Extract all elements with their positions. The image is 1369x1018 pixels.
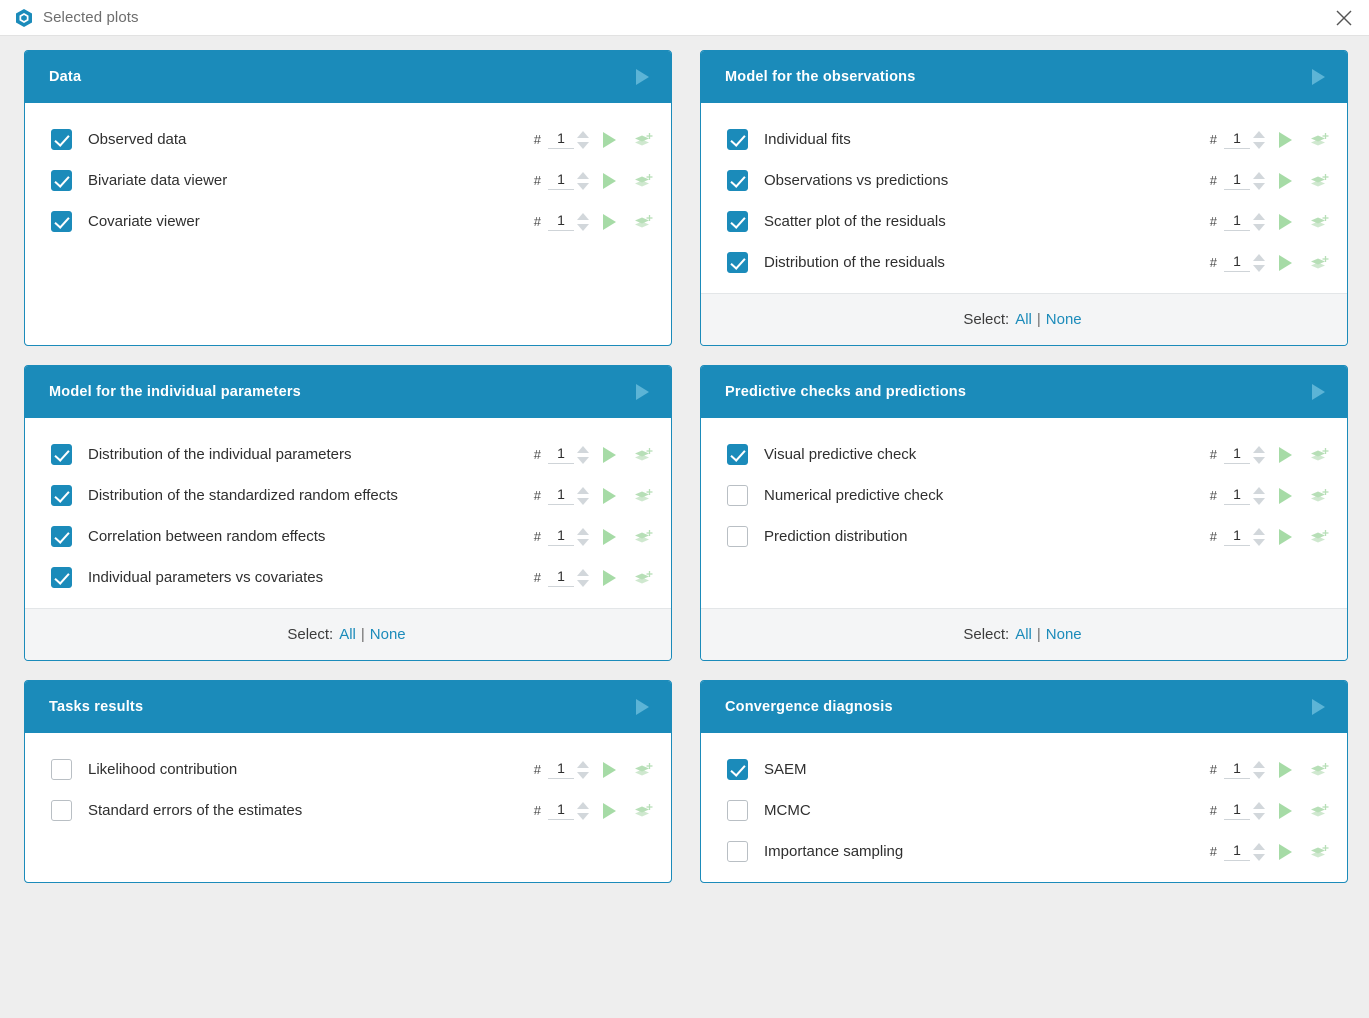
- row-controls: [534, 212, 653, 231]
- plot-label: Distribution of the residuals: [764, 254, 945, 271]
- stepper-down-icon[interactable]: [577, 498, 589, 505]
- count-stepper[interactable]: [1253, 487, 1265, 505]
- panel-header: [701, 681, 1347, 733]
- checkbox-individual-fits[interactable]: [727, 129, 748, 150]
- stepper-down-icon[interactable]: [1253, 457, 1265, 464]
- plot-row: [51, 749, 653, 790]
- run-plot-play-icon[interactable]: [1279, 255, 1297, 271]
- hash-label: #: [1209, 529, 1217, 544]
- count-stepper[interactable]: [1253, 213, 1265, 231]
- checkbox-distribution-of-the-standardized-random-effects[interactable]: [51, 485, 72, 506]
- checkbox-importance-sampling[interactable]: [727, 841, 748, 862]
- layers-icon[interactable]: [633, 487, 653, 505]
- panels-area: [0, 36, 1369, 1018]
- panel-title: Model for the individual parameters: [49, 384, 301, 400]
- panel-predictive-checks-and-predictions: [700, 365, 1348, 661]
- stepper-up-icon[interactable]: [1253, 213, 1265, 220]
- panel-model-for-the-observations: [700, 50, 1348, 346]
- count-stepper[interactable]: [577, 446, 589, 464]
- plot-label: Individual fits: [764, 131, 851, 148]
- stepper-up-icon[interactable]: [1253, 254, 1265, 261]
- layers-icon[interactable]: [1309, 487, 1329, 505]
- checkbox-bivariate-data-viewer[interactable]: [51, 170, 72, 191]
- checkbox-standard-errors-of-the-estimates[interactable]: [51, 800, 72, 821]
- layers-icon[interactable]: [633, 528, 653, 546]
- layers-icon[interactable]: [1309, 172, 1329, 190]
- plot-row: [727, 201, 1329, 242]
- stepper-down-icon[interactable]: [1253, 539, 1265, 546]
- count-input[interactable]: 1: [548, 445, 574, 464]
- select-all-link[interactable]: All: [339, 626, 356, 643]
- stepper-up-icon[interactable]: [577, 172, 589, 179]
- stepper-up-icon[interactable]: [577, 802, 589, 809]
- panel-header: [25, 366, 671, 418]
- stepper-down-icon[interactable]: [577, 580, 589, 587]
- count-stepper[interactable]: [577, 487, 589, 505]
- stepper-up-icon[interactable]: [1253, 487, 1265, 494]
- stepper-up-icon[interactable]: [1253, 131, 1265, 138]
- run-plot-play-icon[interactable]: [603, 214, 621, 230]
- hash-label: #: [1209, 803, 1217, 818]
- count-input[interactable]: 1: [548, 486, 574, 505]
- checkbox-observed-data[interactable]: [51, 129, 72, 150]
- layers-icon[interactable]: [633, 446, 653, 464]
- plot-label: Observations vs predictions: [764, 172, 949, 189]
- stepper-up-icon[interactable]: [1253, 843, 1265, 850]
- stepper-down-icon[interactable]: [577, 183, 589, 190]
- stepper-down-icon[interactable]: [1253, 265, 1265, 272]
- panel-header: [25, 681, 671, 733]
- plot-label: Standard errors of the estimates: [88, 802, 303, 819]
- stepper-up-icon[interactable]: [577, 446, 589, 453]
- layers-icon[interactable]: [633, 131, 653, 149]
- layers-icon[interactable]: [1309, 843, 1329, 861]
- count-input[interactable]: 1: [548, 212, 574, 231]
- checkbox-mcmc[interactable]: [727, 800, 748, 821]
- plot-label: Likelihood contribution: [88, 761, 238, 778]
- layers-icon[interactable]: [1309, 131, 1329, 149]
- checkbox-scatter-plot-of-the-residuals[interactable]: [727, 211, 748, 232]
- hash-label: #: [1209, 255, 1217, 270]
- plot-row: [51, 119, 653, 160]
- run-plot-play-icon[interactable]: [1279, 173, 1297, 189]
- plot-row: [727, 434, 1329, 475]
- plot-row: [727, 119, 1329, 160]
- row-controls: [534, 801, 653, 820]
- row-controls: [534, 486, 653, 505]
- panel-header: [25, 51, 671, 103]
- checkbox-prediction-distribution[interactable]: [727, 526, 748, 547]
- checkbox-correlation-between-random-effects[interactable]: [51, 526, 72, 547]
- stepper-down-icon[interactable]: [577, 142, 589, 149]
- row-controls: [534, 445, 653, 464]
- plot-label: Individual parameters vs covariates: [88, 569, 324, 586]
- run-plot-play-icon[interactable]: [1279, 529, 1297, 545]
- plot-row: [727, 242, 1329, 283]
- panel-body: [25, 733, 671, 882]
- run-all-play-icon[interactable]: [631, 381, 653, 403]
- stepper-down-icon[interactable]: [1253, 498, 1265, 505]
- run-plot-play-icon[interactable]: [1279, 488, 1297, 504]
- count-input[interactable]: 1: [548, 527, 574, 546]
- layers-icon[interactable]: [633, 213, 653, 231]
- plot-row: [51, 434, 653, 475]
- layers-icon[interactable]: [633, 172, 653, 190]
- layers-icon[interactable]: [633, 569, 653, 587]
- plot-row: [727, 160, 1329, 201]
- panel-body: [701, 103, 1347, 293]
- stepper-up-icon[interactable]: [577, 528, 589, 535]
- panel-title: Predictive checks and predictions: [725, 384, 967, 400]
- stepper-down-icon[interactable]: [577, 457, 589, 464]
- count-stepper[interactable]: [1253, 446, 1265, 464]
- layers-icon[interactable]: [1309, 761, 1329, 779]
- checkbox-observations-vs-predictions[interactable]: [727, 170, 748, 191]
- plot-row: [51, 475, 653, 516]
- run-plot-play-icon[interactable]: [1279, 132, 1297, 148]
- panel-body: [701, 418, 1347, 608]
- plot-label: Correlation between random effects: [88, 528, 326, 545]
- count-input[interactable]: 1: [1224, 486, 1250, 505]
- layers-icon[interactable]: [633, 761, 653, 779]
- hash-label: #: [1209, 488, 1217, 503]
- hash-label: #: [533, 447, 541, 462]
- layers-icon[interactable]: [1309, 528, 1329, 546]
- count-input[interactable]: 1: [548, 171, 574, 190]
- run-plot-play-icon[interactable]: [1279, 762, 1297, 778]
- hash-label: #: [533, 570, 541, 585]
- plot-label: Observed data: [88, 131, 187, 148]
- count-stepper[interactable]: [1253, 802, 1265, 820]
- row-controls: [1210, 130, 1329, 149]
- layers-icon[interactable]: [1309, 213, 1329, 231]
- count-input[interactable]: 1: [548, 760, 574, 779]
- row-controls: [1210, 842, 1329, 861]
- count-input[interactable]: 1: [1224, 527, 1250, 546]
- panel-tasks-results: [24, 680, 672, 883]
- hexagon-logo-icon: [14, 8, 34, 28]
- run-plot-play-icon[interactable]: [1279, 803, 1297, 819]
- plot-label: Scatter plot of the residuals: [764, 213, 946, 230]
- plot-label: Covariate viewer: [88, 213, 200, 230]
- hash-label: #: [1209, 173, 1217, 188]
- panels-grid: [24, 50, 1345, 883]
- plot-label: Visual predictive check: [764, 446, 917, 463]
- run-all-play-icon[interactable]: [1307, 66, 1329, 88]
- stepper-down-icon[interactable]: [577, 224, 589, 231]
- row-controls: [1210, 486, 1329, 505]
- title-bar: [0, 0, 1369, 36]
- panel-title: Convergence diagnosis: [725, 699, 893, 715]
- row-controls: [534, 568, 653, 587]
- stepper-down-icon[interactable]: [577, 813, 589, 820]
- row-controls: [1210, 801, 1329, 820]
- layers-icon[interactable]: [633, 802, 653, 820]
- plot-row: [727, 475, 1329, 516]
- hash-label: #: [533, 529, 541, 544]
- select-all-link[interactable]: All: [1015, 311, 1032, 328]
- hash-label: #: [1209, 844, 1217, 859]
- checkbox-saem[interactable]: [727, 759, 748, 780]
- checkbox-covariate-viewer[interactable]: [51, 211, 72, 232]
- stepper-up-icon[interactable]: [577, 569, 589, 576]
- count-input[interactable]: 1: [1224, 801, 1250, 820]
- checkbox-likelihood-contribution[interactable]: [51, 759, 72, 780]
- run-all-play-icon[interactable]: [1307, 696, 1329, 718]
- hash-label: #: [533, 762, 541, 777]
- panel-body: [25, 103, 671, 345]
- checkbox-visual-predictive-check[interactable]: [727, 444, 748, 465]
- count-stepper[interactable]: [577, 569, 589, 587]
- row-controls: [534, 760, 653, 779]
- plot-row: [51, 201, 653, 242]
- run-plot-play-icon[interactable]: [603, 803, 621, 819]
- plot-label: Distribution of the individual parameters: [88, 446, 352, 463]
- run-plot-play-icon[interactable]: [603, 447, 621, 463]
- count-stepper[interactable]: [1253, 528, 1265, 546]
- hash-label: #: [1209, 132, 1217, 147]
- layers-icon[interactable]: [1309, 802, 1329, 820]
- panel-convergence-diagnosis: [700, 680, 1348, 883]
- stepper-up-icon[interactable]: [1253, 528, 1265, 535]
- hash-label: #: [533, 214, 541, 229]
- count-input[interactable]: 1: [1224, 253, 1250, 272]
- run-plot-play-icon[interactable]: [603, 173, 621, 189]
- select-separator: |: [1036, 626, 1041, 643]
- panel-title: Data: [49, 69, 82, 85]
- count-stepper[interactable]: [577, 213, 589, 231]
- select-label: Select:: [963, 626, 1010, 643]
- count-stepper[interactable]: [577, 528, 589, 546]
- row-controls: [1210, 527, 1329, 546]
- run-plot-play-icon[interactable]: [1279, 844, 1297, 860]
- stepper-up-icon[interactable]: [1253, 802, 1265, 809]
- stepper-up-icon[interactable]: [1253, 172, 1265, 179]
- plot-label: SAEM: [764, 761, 807, 778]
- row-controls: [1210, 445, 1329, 464]
- hash-label: #: [533, 173, 541, 188]
- stepper-up-icon[interactable]: [1253, 761, 1265, 768]
- panel-footer: [25, 608, 671, 660]
- layers-icon[interactable]: [1309, 254, 1329, 272]
- hash-label: #: [533, 803, 541, 818]
- row-controls: [1210, 253, 1329, 272]
- plot-label: Importance sampling: [764, 843, 904, 860]
- count-stepper[interactable]: [577, 761, 589, 779]
- panel-title: Tasks results: [49, 699, 144, 715]
- stepper-down-icon[interactable]: [1253, 854, 1265, 861]
- plot-row: [51, 790, 653, 831]
- run-all-play-icon[interactable]: [631, 66, 653, 88]
- run-plot-play-icon[interactable]: [1279, 447, 1297, 463]
- stepper-down-icon[interactable]: [1253, 813, 1265, 820]
- count-input[interactable]: 1: [1224, 760, 1250, 779]
- stepper-down-icon[interactable]: [577, 772, 589, 779]
- count-stepper[interactable]: [577, 131, 589, 149]
- select-none-link[interactable]: None: [1045, 626, 1082, 643]
- run-plot-play-icon[interactable]: [1279, 214, 1297, 230]
- plot-row: [51, 516, 653, 557]
- count-input[interactable]: 1: [1224, 212, 1250, 231]
- run-plot-play-icon[interactable]: [603, 762, 621, 778]
- panel-model-for-the-individual-parameters: [24, 365, 672, 661]
- count-input[interactable]: 1: [548, 568, 574, 587]
- checkbox-individual-parameters-vs-covariates[interactable]: [51, 567, 72, 588]
- select-separator: |: [1036, 311, 1041, 328]
- row-controls: [534, 130, 653, 149]
- row-controls: [1210, 212, 1329, 231]
- run-plot-play-icon[interactable]: [603, 488, 621, 504]
- close-icon[interactable]: [1331, 5, 1357, 31]
- plot-label: Numerical predictive check: [764, 487, 944, 504]
- count-stepper[interactable]: [577, 802, 589, 820]
- stepper-up-icon[interactable]: [577, 761, 589, 768]
- plot-row: [727, 831, 1329, 872]
- count-input[interactable]: 1: [1224, 171, 1250, 190]
- checkbox-numerical-predictive-check[interactable]: [727, 485, 748, 506]
- panel-data: [24, 50, 672, 346]
- run-all-play-icon[interactable]: [1307, 381, 1329, 403]
- select-label: Select:: [287, 626, 334, 643]
- panel-body: [701, 733, 1347, 882]
- count-stepper[interactable]: [1253, 761, 1265, 779]
- hash-label: #: [1209, 447, 1217, 462]
- count-stepper[interactable]: [1253, 254, 1265, 272]
- hash-label: #: [533, 488, 541, 503]
- count-input[interactable]: 1: [1224, 130, 1250, 149]
- select-none-link[interactable]: None: [1045, 311, 1082, 328]
- run-all-play-icon[interactable]: [631, 696, 653, 718]
- count-stepper[interactable]: [1253, 843, 1265, 861]
- row-controls: [1210, 760, 1329, 779]
- plot-row: [51, 557, 653, 598]
- run-plot-play-icon[interactable]: [603, 529, 621, 545]
- run-plot-play-icon[interactable]: [603, 570, 621, 586]
- count-input[interactable]: 1: [548, 130, 574, 149]
- plot-label: Distribution of the standardized random effects: [88, 487, 398, 504]
- run-plot-play-icon[interactable]: [603, 132, 621, 148]
- count-input[interactable]: 1: [1224, 445, 1250, 464]
- select-separator: |: [360, 626, 365, 643]
- panel-footer: [701, 608, 1347, 660]
- stepper-up-icon[interactable]: [577, 213, 589, 220]
- select-all-link[interactable]: All: [1015, 626, 1032, 643]
- stepper-up-icon[interactable]: [577, 131, 589, 138]
- stepper-down-icon[interactable]: [1253, 224, 1265, 231]
- plot-row: [51, 160, 653, 201]
- panel-header: [701, 366, 1347, 418]
- count-input[interactable]: 1: [1224, 842, 1250, 861]
- plot-row: [727, 790, 1329, 831]
- count-stepper[interactable]: [577, 172, 589, 190]
- stepper-up-icon[interactable]: [1253, 446, 1265, 453]
- panel-body: [25, 418, 671, 608]
- count-input[interactable]: 1: [548, 801, 574, 820]
- select-label: Select:: [963, 311, 1010, 328]
- panel-header: [701, 51, 1347, 103]
- panel-title: Model for the observations: [725, 69, 916, 85]
- plot-row: [727, 749, 1329, 790]
- hash-label: #: [1209, 762, 1217, 777]
- plot-label: MCMC: [764, 802, 811, 819]
- checkbox-distribution-of-the-individual-parameters[interactable]: [51, 444, 72, 465]
- stepper-down-icon[interactable]: [1253, 772, 1265, 779]
- plot-label: Prediction distribution: [764, 528, 908, 545]
- stepper-down-icon[interactable]: [1253, 142, 1265, 149]
- row-controls: [534, 527, 653, 546]
- count-stepper[interactable]: [1253, 131, 1265, 149]
- hash-label: #: [1209, 214, 1217, 229]
- layers-icon[interactable]: [1309, 446, 1329, 464]
- stepper-down-icon[interactable]: [1253, 183, 1265, 190]
- stepper-down-icon[interactable]: [577, 539, 589, 546]
- panel-footer: [701, 293, 1347, 345]
- select-none-link[interactable]: None: [369, 626, 406, 643]
- stepper-up-icon[interactable]: [577, 487, 589, 494]
- plot-row: [727, 516, 1329, 557]
- row-controls: [534, 171, 653, 190]
- count-stepper[interactable]: [1253, 172, 1265, 190]
- window-title: Selected plots: [43, 9, 139, 26]
- checkbox-distribution-of-the-residuals[interactable]: [727, 252, 748, 273]
- row-controls: [1210, 171, 1329, 190]
- plot-label: Bivariate data viewer: [88, 172, 228, 189]
- hash-label: #: [533, 132, 541, 147]
